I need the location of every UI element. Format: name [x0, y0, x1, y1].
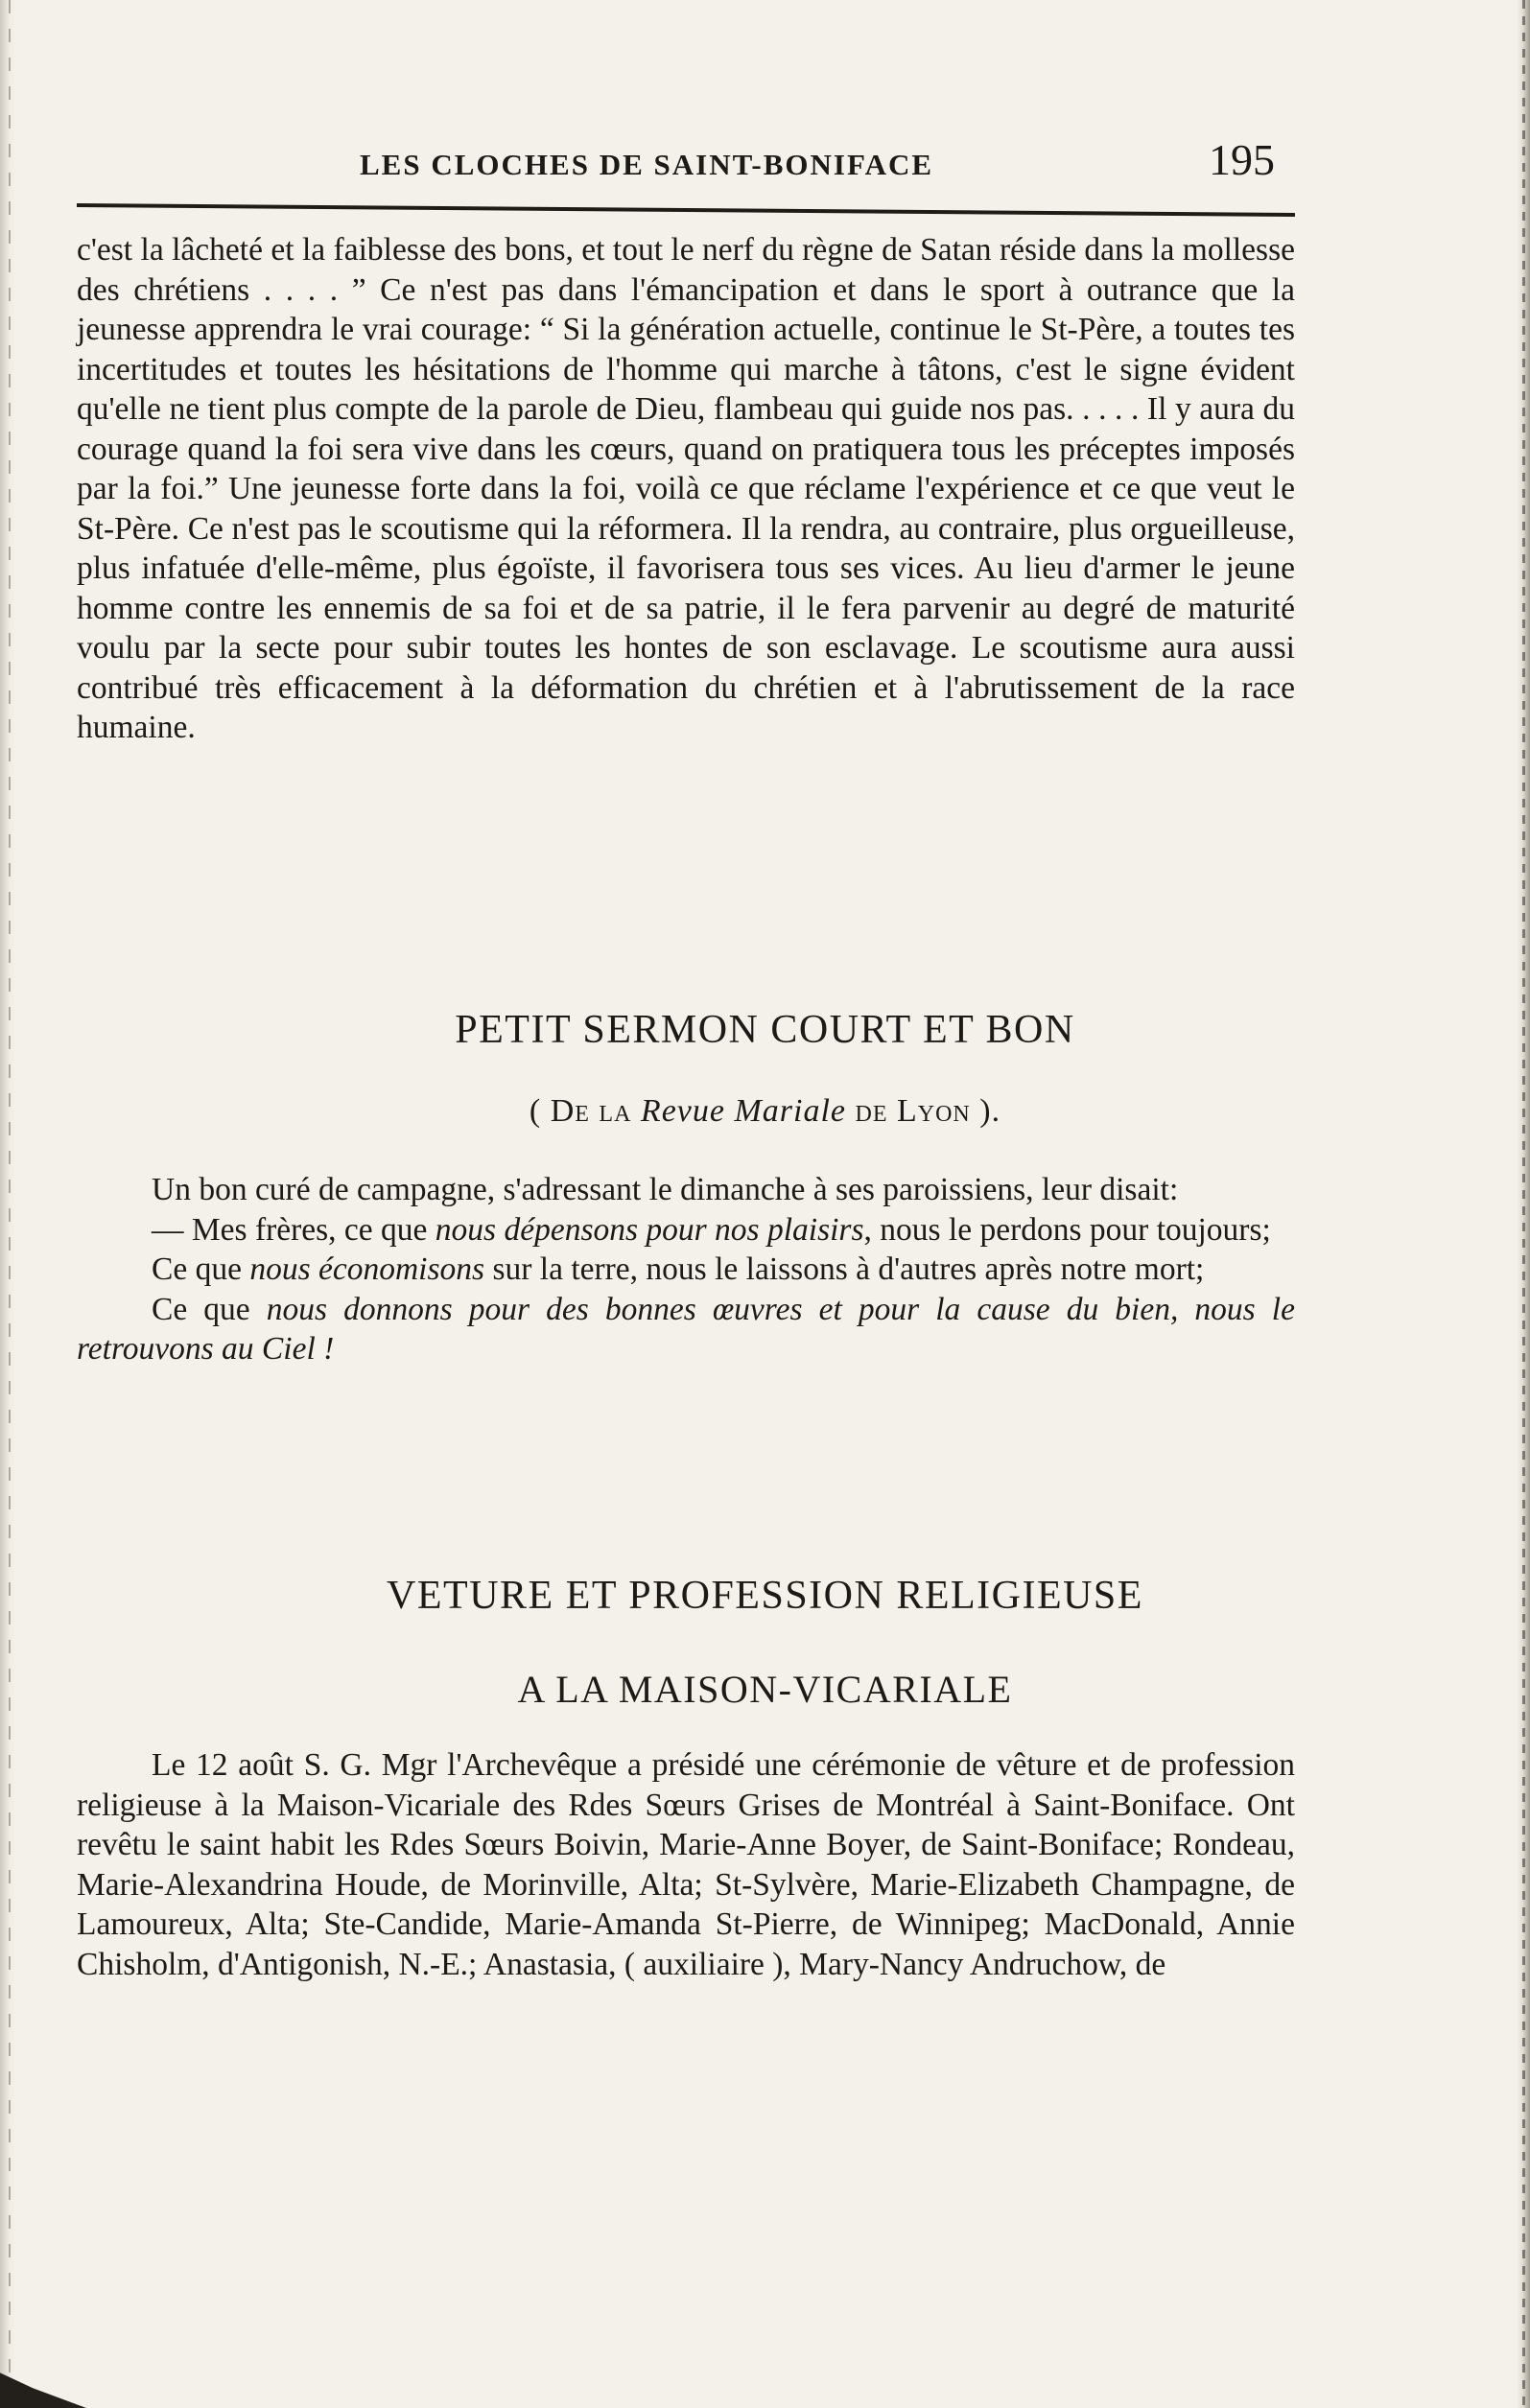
sermon-line-3 — [77, 1290, 1295, 1369]
line-1-italic: nous dépensons pour nos plaisirs — [435, 1211, 864, 1248]
paragraph-text: c'est la lâcheté et la faiblesse des bons, et tout le nerf du règne de Satan réside dans la mollesse des chrétiens . . . . ” Ce n'est pas dans l'émancipation et dans le sport à outrance que la jeunesse apprendra le vrai courage: “ Si la génération actuelle, continue le St-Père, a toutes tes incertitudes et toutes les hésitations de l'homme qui marche à tâtons, c'est le signe évident qu'elle ne tient plus compte de la parole de Dieu, flambeau qui guide nos pas. . . . . Il y aura du courage quand la foi sera vive dans les cœurs, quand on pratiquera tous les préceptes imposés par la foi.” Une jeunesse forte dans la foi, voilà ce que réclame l'expérience et ce que veut le St-Père. Ce n'est pas le scoutisme qui la réformera. Il la rendra, au contraire, plus orgueilleuse, plus infatuée d'elle-même, plus égoïste, il favorisera tous ses vices. Au lieu d'armer le jeune homme contre les ennemis de sa foi et de sa patrie, il le fera parvenir au degré de maturité voulu par la secte pour subir toutes les hontes de son esclavage. Le scoutisme aura aussi contribué très efficacement à la déformation du chrétien et à l'abrutissement de la race humaine. — [77, 232, 1295, 745]
line-3-italic: nous donnons pour des bonnes œuvres et pour la cause du bien, nous le retrouvons au Ciel ! — [77, 1291, 1295, 1367]
sermon-line-2 — [77, 1250, 1295, 1290]
page-left-edge — [0, 0, 15, 2408]
body-paragraph-veture — [77, 1745, 1295, 1984]
line-2-end: sur la terre, nous le laissons à d'autres après notre mort; — [484, 1251, 1205, 1287]
veture-paragraph-text: Le 12 août S. G. Mgr l'Archevêque a présidé une cérémonie de vêture et de profession religieuse à la Maison-Vicariale des Rdes Sœurs Grises de Montréal à Saint-Boniface. Ont revêtu le saint habit les Rdes Sœurs Boivin, Marie-Anne Boyer, de Saint-Boniface; Rondeau, Marie-Alexandrina Houde, de Morinville, Alta; St-Sylvère, Marie-Elizabeth Champagne, de Lamoureux, Alta; Ste-Candide, Marie-Amanda St-Pierre, de Winnipeg; MacDonald, Annie Chisholm, d'Antigonish, N.-E.; Anastasia, ( auxiliaire ), Mary-Nancy Andruchow, de — [77, 1747, 1295, 1982]
subtitle-italic: Revue Mariale — [640, 1093, 846, 1129]
section-subtitle-source — [0, 1093, 1530, 1130]
page-number: 195 — [1209, 135, 1275, 184]
running-head: LES CLOCHES DE SAINT-BONIFACE — [360, 148, 934, 181]
page-right-edge — [1517, 0, 1530, 2408]
sermon-intro: Un bon curé de campagne, s'adressant le dimanche à ses paroissiens, leur disait: — [152, 1172, 1179, 1207]
sermon-line-1 — [77, 1210, 1295, 1251]
line-3-start: Ce que — [152, 1291, 267, 1327]
subtitle-close: de Lyon ). — [846, 1093, 1001, 1129]
section-title-sermon: PETIT SERMON COURT ET BON — [455, 1008, 1075, 1052]
page-header — [77, 127, 1314, 188]
line-1-end: , nous le perdons pour toujours; — [863, 1211, 1271, 1248]
section-subtitle-maison: A LA MAISON-VICARIALE — [517, 1668, 1013, 1711]
line-2-italic: nous économisons — [249, 1251, 485, 1287]
line-1-start: — Mes frères, ce que — [152, 1211, 435, 1248]
line-2-start: Ce que — [152, 1251, 250, 1287]
section-title-veture: VETURE ET PROFESSION RELIGIEUSE — [387, 1574, 1143, 1618]
header-rule — [77, 203, 1295, 217]
sermon-body — [77, 1170, 1295, 1369]
body-paragraph-1 — [77, 230, 1295, 748]
subtitle-open: ( De la — [529, 1093, 641, 1129]
